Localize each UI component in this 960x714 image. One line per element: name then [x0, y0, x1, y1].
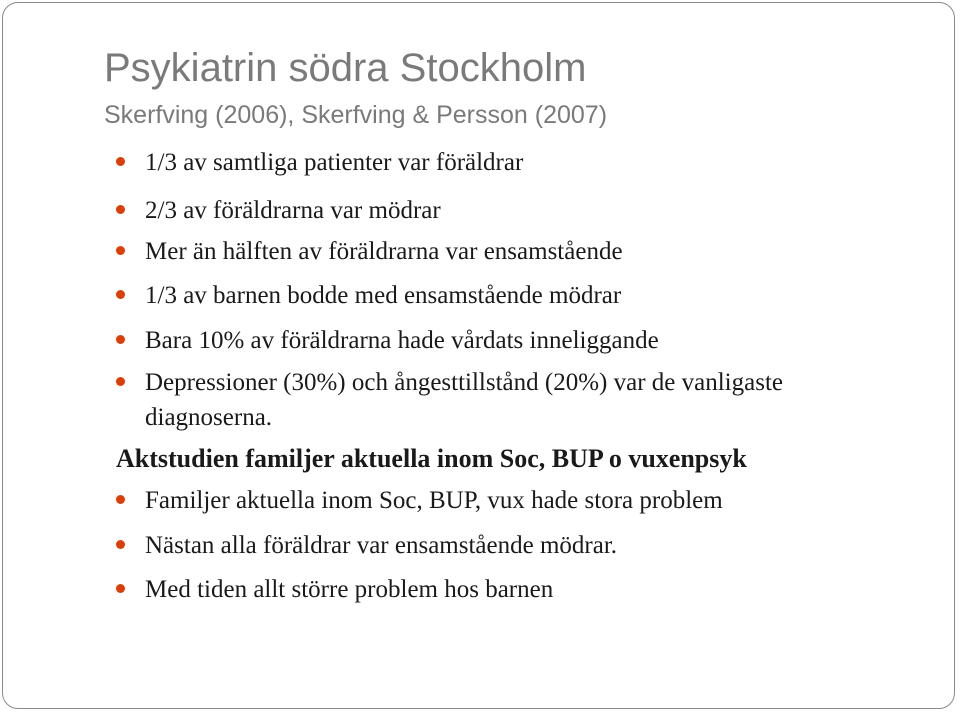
section-heading: Aktstudien familjer aktuella inom Soc, BUP o vuxenpsyk: [116, 444, 747, 473]
slide-title: Psykiatrin södra Stockholm: [104, 46, 587, 90]
bullet-dot: [116, 290, 125, 299]
bullet-text: Nästan alla föräldrar var ensamstående mödrar.: [145, 532, 618, 559]
slide-subtitle: Skerfving (2006), Skerfving & Persson (2007): [104, 101, 608, 129]
bullet-dot: [116, 540, 125, 549]
bullet-dot: [116, 157, 125, 166]
bullet-text: Bara 10% av föräldrarna hade vårdats inneliggande: [145, 327, 659, 354]
bullet-text: Familjer aktuella inom Soc, BUP, vux hade stora problem: [145, 487, 723, 514]
bullet-dot: [116, 205, 125, 214]
bullet-dot: [116, 495, 125, 504]
bullet-text: 1/3 av barnen bodde med ensamstående mödrar: [145, 282, 622, 309]
bullet-text: Depressioner (30%) och ångesttillstånd (20%) var de vanligaste: [145, 369, 783, 396]
bullet-dot: [116, 335, 125, 344]
bullet-dot: [116, 377, 125, 386]
bullet-text: 1/3 av samtliga patienter var föräldrar: [145, 149, 524, 176]
bullet-text: 2/3 av föräldrarna var mödrar: [145, 197, 441, 224]
bullet-text: Med tiden allt större problem hos barnen: [145, 576, 554, 603]
bullet-text-continuation: diagnoserna.: [145, 404, 273, 431]
bullet-dot: [116, 584, 125, 593]
bullet-dot: [116, 246, 125, 255]
bullet-text: Mer än hälften av föräldrarna var ensamstående: [145, 238, 623, 265]
